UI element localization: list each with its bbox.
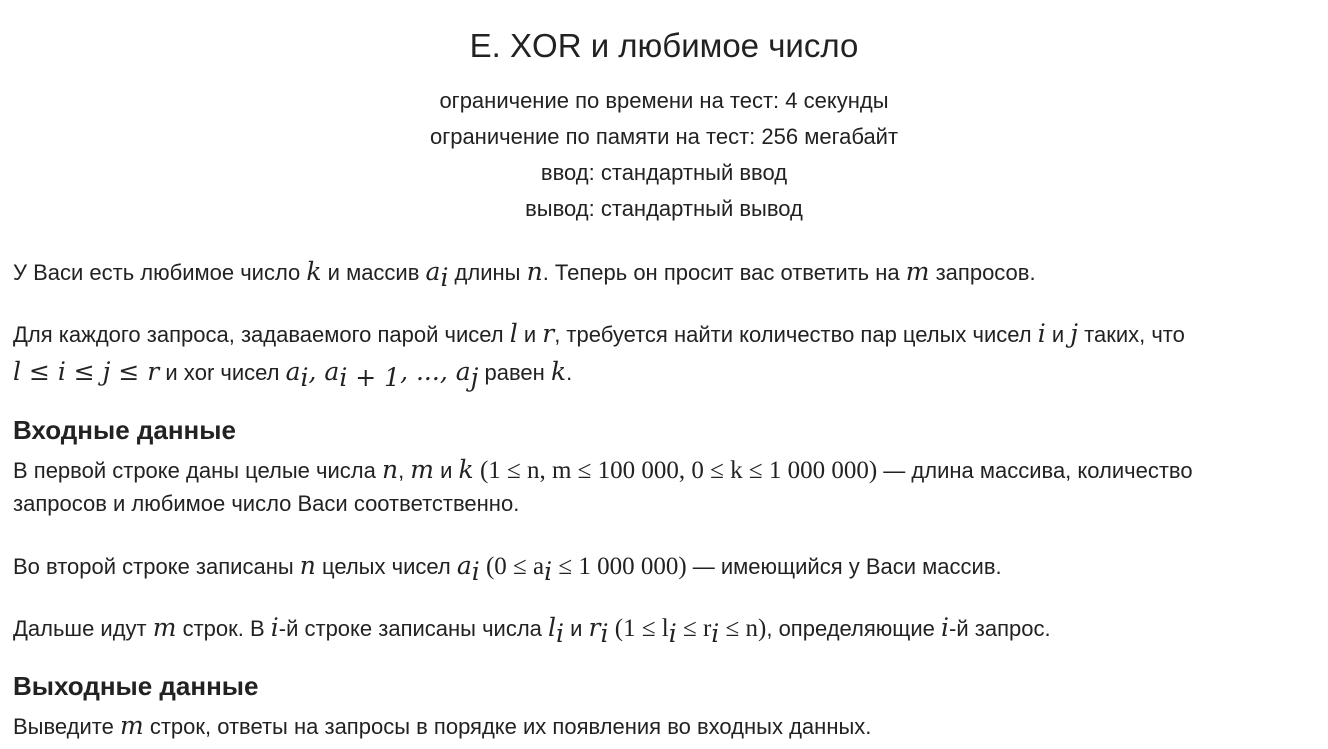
math-bounds: ≤ r — [676, 615, 712, 642]
text: и — [434, 458, 459, 483]
text: Дальше идут — [13, 616, 153, 641]
text: и — [1045, 322, 1071, 347]
text: -й строке записаны числа — [278, 616, 549, 641]
math-subscript: i — [544, 557, 553, 586]
math-subscript: i — [711, 619, 720, 648]
text: и — [517, 322, 543, 347]
math-var: n — [526, 257, 543, 286]
math-var: k — [550, 357, 567, 386]
math-var: m — [119, 711, 144, 740]
math-var: i — [941, 613, 950, 642]
statement-paragraph-1 — [13, 253, 1318, 291]
math-var: a — [285, 357, 301, 386]
text: . — [566, 360, 573, 385]
math-bounds: (1 ≤ l — [608, 615, 669, 642]
text: строк, ответы на запросы в порядке их появления во входных данных. — [143, 714, 872, 739]
statement-paragraph-2-line-2 — [13, 353, 1318, 391]
input-spec: ввод: стандартный ввод — [540, 160, 788, 185]
math-subscript: j — [470, 363, 479, 392]
math-var: r — [542, 319, 555, 348]
text: равен — [478, 360, 551, 385]
text: В первой строке даны целые числа — [13, 458, 382, 483]
math-var: r — [588, 613, 601, 642]
problem-title: E. XOR и любимое число — [469, 27, 859, 64]
math-bounds: ≤ n) — [719, 615, 767, 642]
math-bounds: ≤ 1 000 000) — [552, 553, 687, 580]
statement-paragraph-2 — [13, 315, 1318, 353]
math-var: n — [381, 455, 399, 484]
math-subscript: i — [556, 619, 565, 648]
math-var: m — [905, 257, 930, 286]
text: таких, что — [1078, 322, 1185, 347]
math-subscript: i — [600, 619, 609, 648]
text: , — [398, 458, 411, 483]
math-var: j — [1070, 319, 1079, 348]
text: -й запрос. — [949, 616, 1051, 641]
math-subscript: i — [471, 557, 480, 586]
math-var: n — [299, 551, 316, 580]
text: и — [564, 616, 589, 641]
text: длины — [448, 260, 527, 285]
math-var: l — [548, 613, 557, 642]
math-subscript: i — [440, 263, 449, 292]
math-var: a — [456, 551, 472, 580]
math-var: a — [425, 257, 441, 286]
input-paragraph-3 — [13, 609, 1318, 647]
math-var: , a — [308, 357, 340, 386]
text: запросов. — [929, 260, 1036, 285]
math-bounds: (0 ≤ a — [479, 553, 545, 580]
text: строк. В — [176, 616, 271, 641]
math-bounds: (1 ≤ n, m ≤ 100 000, 0 ≤ k ≤ 1 000 000) — [473, 457, 878, 484]
text: . Теперь он просит вас ответить на — [542, 260, 906, 285]
math-var: , ..., a — [400, 357, 471, 386]
math-var: k — [458, 455, 474, 484]
text: — длина массива, количество — [877, 458, 1193, 483]
math-var: m — [152, 613, 177, 642]
input-heading: Входные данные — [13, 415, 236, 445]
text: Для каждого запроса, задаваемого парой чисел — [13, 322, 510, 347]
math-var: k — [306, 257, 322, 286]
math-var: m — [410, 455, 435, 484]
math-subscript: i + 1 — [339, 363, 401, 392]
text: и xor чисел — [159, 360, 286, 385]
text: , определяющие — [766, 616, 942, 641]
math-subscript: i — [668, 619, 677, 648]
math-var: i — [1037, 319, 1046, 348]
input-paragraph-2 — [13, 547, 1318, 585]
text: Выведите — [13, 714, 120, 739]
math-condition: l ≤ i ≤ j ≤ r — [13, 357, 160, 386]
output-heading: Выходные данные — [13, 671, 259, 701]
input-paragraph-1 — [13, 451, 1318, 489]
text: целых чисел — [315, 554, 457, 579]
output-spec: вывод: стандартный вывод — [525, 196, 803, 221]
text: — имеющийся у Васи массив. — [686, 554, 1002, 579]
text: , требуется найти количество пар целых чисел — [554, 322, 1038, 347]
input-paragraph-1-line-2: запросов и любимое число Васи соответственно. — [13, 491, 520, 516]
text: и массив — [321, 260, 426, 285]
math-var: i — [270, 613, 279, 642]
text: У Васи есть любимое число — [13, 260, 307, 285]
text: Во второй строке записаны — [13, 554, 300, 579]
math-var: l — [509, 319, 518, 348]
memory-limit: ограничение по памяти на тест: 256 мегабайт — [429, 124, 899, 149]
time-limit: ограничение по времени на тест: 4 секунды — [439, 88, 889, 113]
output-paragraph-1 — [13, 707, 1318, 745]
math-subscript: i — [300, 363, 309, 392]
